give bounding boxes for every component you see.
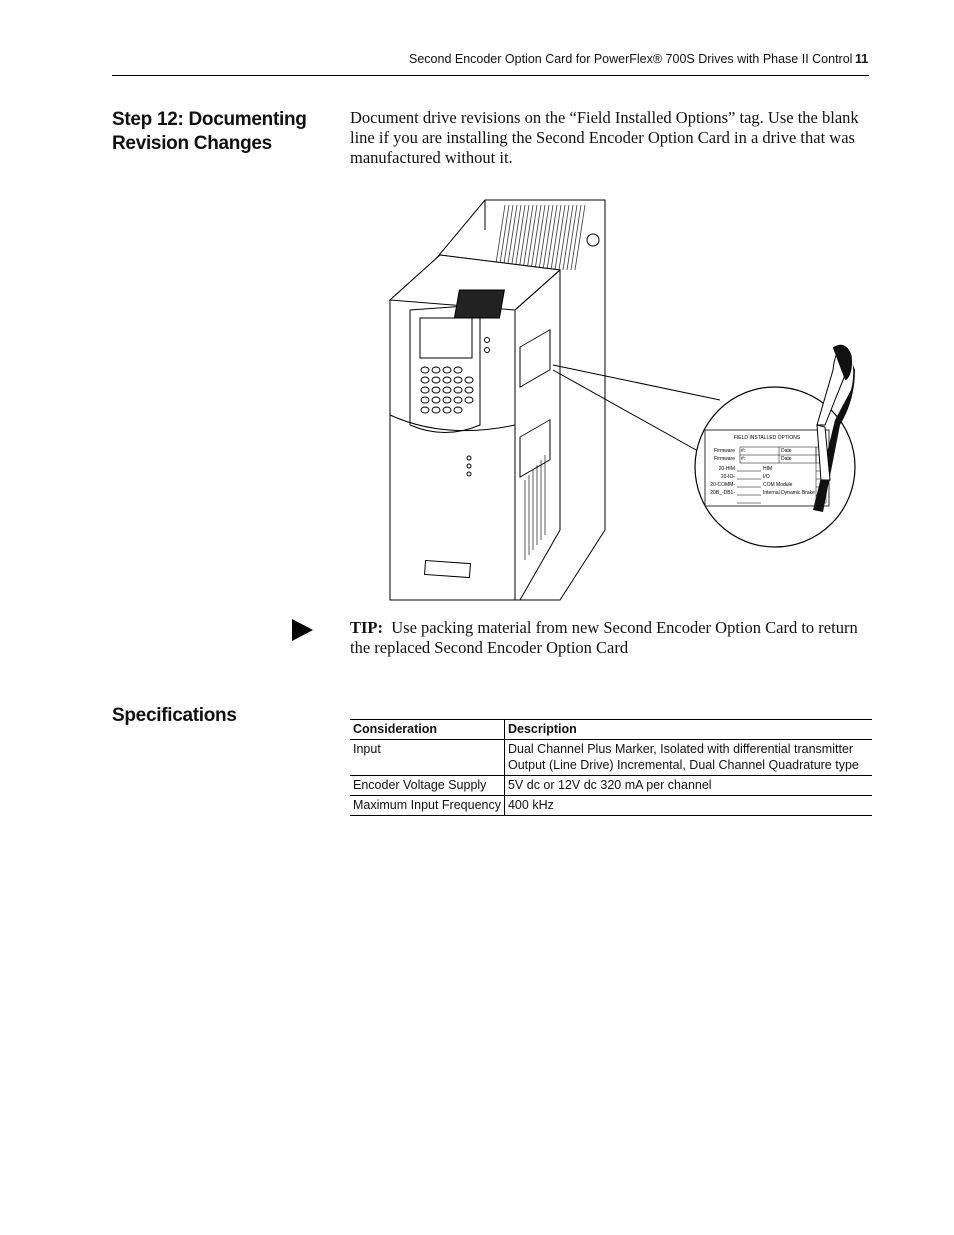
step12-heading-line1: Step 12: Documenting [112, 109, 307, 130]
specifications-heading: Specifications [112, 705, 237, 726]
tag-row-left-3: 20-COMM- [710, 482, 735, 488]
step12-body: Document drive revisions on the “Field Installed Options” tag. Use the blank line if you are installing the Second Encoder Option Card in a drive that was manufactured without it. [350, 108, 859, 167]
cell-consideration: Input [350, 740, 504, 776]
cell-consideration: Maximum Input Frequency [350, 796, 504, 816]
cell-description: Dual Channel Plus Marker, Isolated with differential transmitter Output (Line Drive) Incremental, Dual Channel Quadrature type [504, 740, 872, 776]
tip-text: Use packing material from new Second Encoder Option Card to return the replaced Second Encoder Option Card [350, 618, 858, 657]
column-header-description: Description [504, 720, 872, 740]
table-row [350, 776, 872, 796]
tip-label: TIP: [350, 618, 383, 637]
table-row [350, 796, 872, 816]
tag-date-label-2: Date [781, 456, 792, 462]
tag-row-right-1: HIM [763, 466, 773, 472]
tag-title: FIELD INSTALLED OPTIONS [733, 435, 801, 441]
step12-heading-line2: Revision Changes [112, 133, 272, 154]
tag-row-left-2: 20-IO- [720, 474, 735, 480]
tip-paragraph [350, 618, 865, 658]
cell-consideration: Encoder Voltage Supply [350, 776, 504, 796]
tag-row-right-3: COM Module [763, 482, 793, 488]
header-rule [112, 75, 869, 76]
drive-illustration [385, 190, 865, 610]
tip-arrow-icon [292, 619, 313, 641]
step12-heading [112, 108, 307, 156]
cell-description: 400 kHz [504, 796, 872, 816]
page-number: 11 [855, 52, 869, 66]
tag-firmware-label-2: Firmware [714, 456, 735, 462]
tag-row-right-2: I/O [763, 474, 770, 480]
column-header-consideration: Consideration [350, 720, 504, 740]
cell-description: 5V dc or 12V dc 320 mA per channel [504, 776, 872, 796]
tag-row-right-4: Internal Dynamic Brake [763, 490, 815, 496]
tag-row-left-4: 20B_-DB1- [710, 490, 735, 496]
tag-firmware-label-1: Firmware [714, 448, 735, 454]
table-row [350, 740, 872, 776]
tag-number-prefix-1: #: [741, 448, 746, 454]
tag-number-prefix-2: #: [741, 456, 746, 462]
specifications-table [350, 719, 872, 816]
table-header-row [350, 720, 872, 740]
tag-row-left-1: 20-HIM [718, 466, 735, 472]
tag-date-label-1: Date [781, 448, 792, 454]
running-header: Second Encoder Option Card for PowerFlex® 700S Drives with Phase II Control [409, 52, 853, 66]
